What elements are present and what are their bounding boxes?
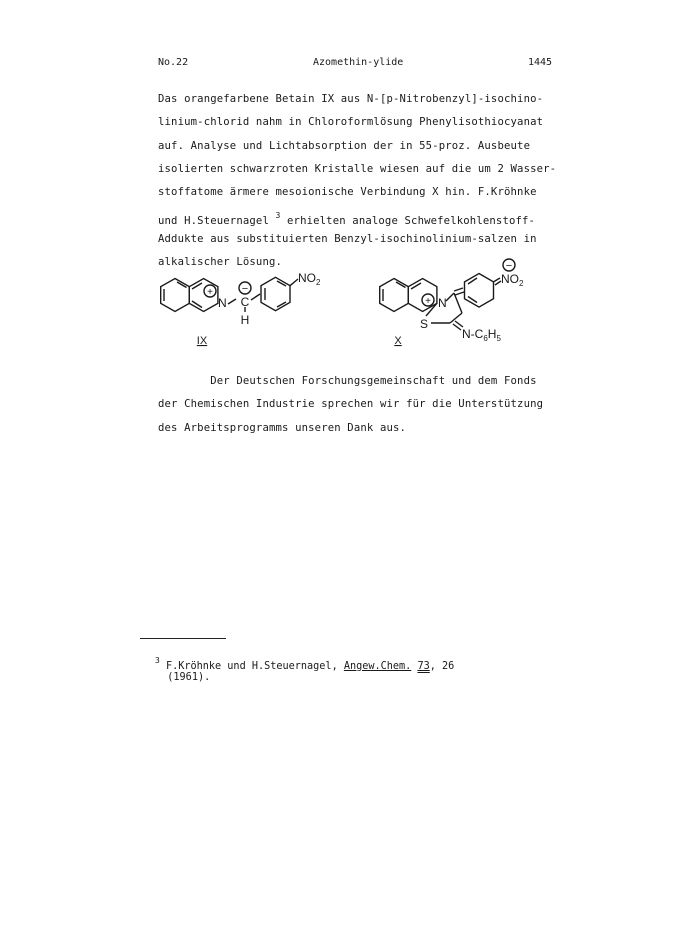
atom-n: N	[438, 296, 447, 310]
bond	[228, 299, 236, 304]
double-bond	[192, 301, 202, 308]
text-line: der Chemischen Industrie sprechen wir für die Unterstützung	[158, 398, 544, 411]
text-line: auf. Analyse und Lichtabsorption der in 55-proz. Ausbeute	[158, 139, 531, 152]
plus-charge: +	[425, 296, 431, 307]
footnote-page: , 26	[429, 661, 455, 672]
paragraph-betain	[158, 88, 556, 274]
text-line: linium-chlorid nahm in Chloroformlösung Phenylisothiocyanat	[158, 116, 544, 129]
exocyclic-double-bond	[494, 278, 501, 282]
text-line: stoffatome ärmere mesoionische Verbindung X hin. F.Kröhnke	[158, 186, 537, 199]
compound-label-x: X	[394, 335, 402, 347]
plus-charge: +	[207, 287, 213, 298]
bond	[251, 294, 260, 300]
phenylimino-group: $N-C_6H_5$	[462, 327, 501, 343]
text-span: erhielten analoge Schwefelkohlenstoff-	[287, 215, 536, 228]
text-line: isolierten schwarzroten Kristalle wiesen auf die um 2 Wasser-	[158, 162, 557, 175]
text-line: alkalischer Lösung.	[158, 256, 283, 269]
minus-charge: −	[505, 260, 513, 272]
page-number: 1445	[528, 57, 553, 68]
footnote-authors: F.Kröhnke und H.Steuernagel,	[165, 661, 344, 672]
minus-charge: −	[241, 283, 249, 295]
atom-n: N	[218, 296, 227, 310]
footnote-marker: 3	[155, 656, 160, 665]
footnote-line	[155, 652, 455, 672]
double-bond	[277, 281, 286, 286]
text-line: Das orangefarbene Betain IX aus N-[p-Nitrobenzyl]-isochino-	[158, 93, 544, 105]
exocyclic-double-bond	[454, 288, 463, 291]
text-line	[158, 204, 556, 227]
footnote-divider	[140, 638, 226, 639]
thiazole-bond	[454, 293, 462, 313]
bond	[290, 279, 298, 286]
nitro-group: $NO_2$	[501, 272, 524, 288]
thiazole-bond	[446, 293, 454, 301]
atom-h: H	[240, 313, 250, 327]
footnote-journal: Angew.Chem.	[343, 661, 412, 672]
quinoid-ring	[465, 274, 494, 308]
exocyclic-double-bond	[455, 292, 464, 295]
nitro-group: $NO_2$	[298, 271, 321, 287]
text-line: Der Deutschen Forschungsgemeinschaft und dem Fonds	[158, 375, 537, 387]
footnote-volume: 73	[417, 661, 430, 672]
atom-s: S	[420, 317, 429, 331]
pyridinium-ring	[408, 279, 437, 312]
atom-c: C	[240, 295, 250, 309]
benzo-ring	[380, 279, 409, 312]
footnote-year: (1961).	[167, 672, 211, 683]
text-span: und H.Steuernagel	[158, 215, 269, 228]
structure-x	[380, 259, 524, 347]
footnote	[155, 652, 454, 686]
text-line: Addukte aus substituierten Benzyl-isochinolinium-salzen in	[158, 232, 537, 245]
structure-ix	[161, 271, 321, 347]
text-line: des Arbeitsprogramms unseren Dank aus.	[158, 421, 407, 434]
journal-number: No.22	[158, 57, 189, 68]
footnote-reference: 3	[275, 211, 281, 221]
running-title: Azomethin-ylide	[313, 57, 404, 68]
chemical-structures	[150, 258, 570, 353]
paragraph-acknowledgement	[158, 370, 543, 440]
benzo-ring	[161, 279, 190, 312]
compound-label-ix: IX	[196, 335, 208, 347]
double-bond	[277, 302, 286, 307]
